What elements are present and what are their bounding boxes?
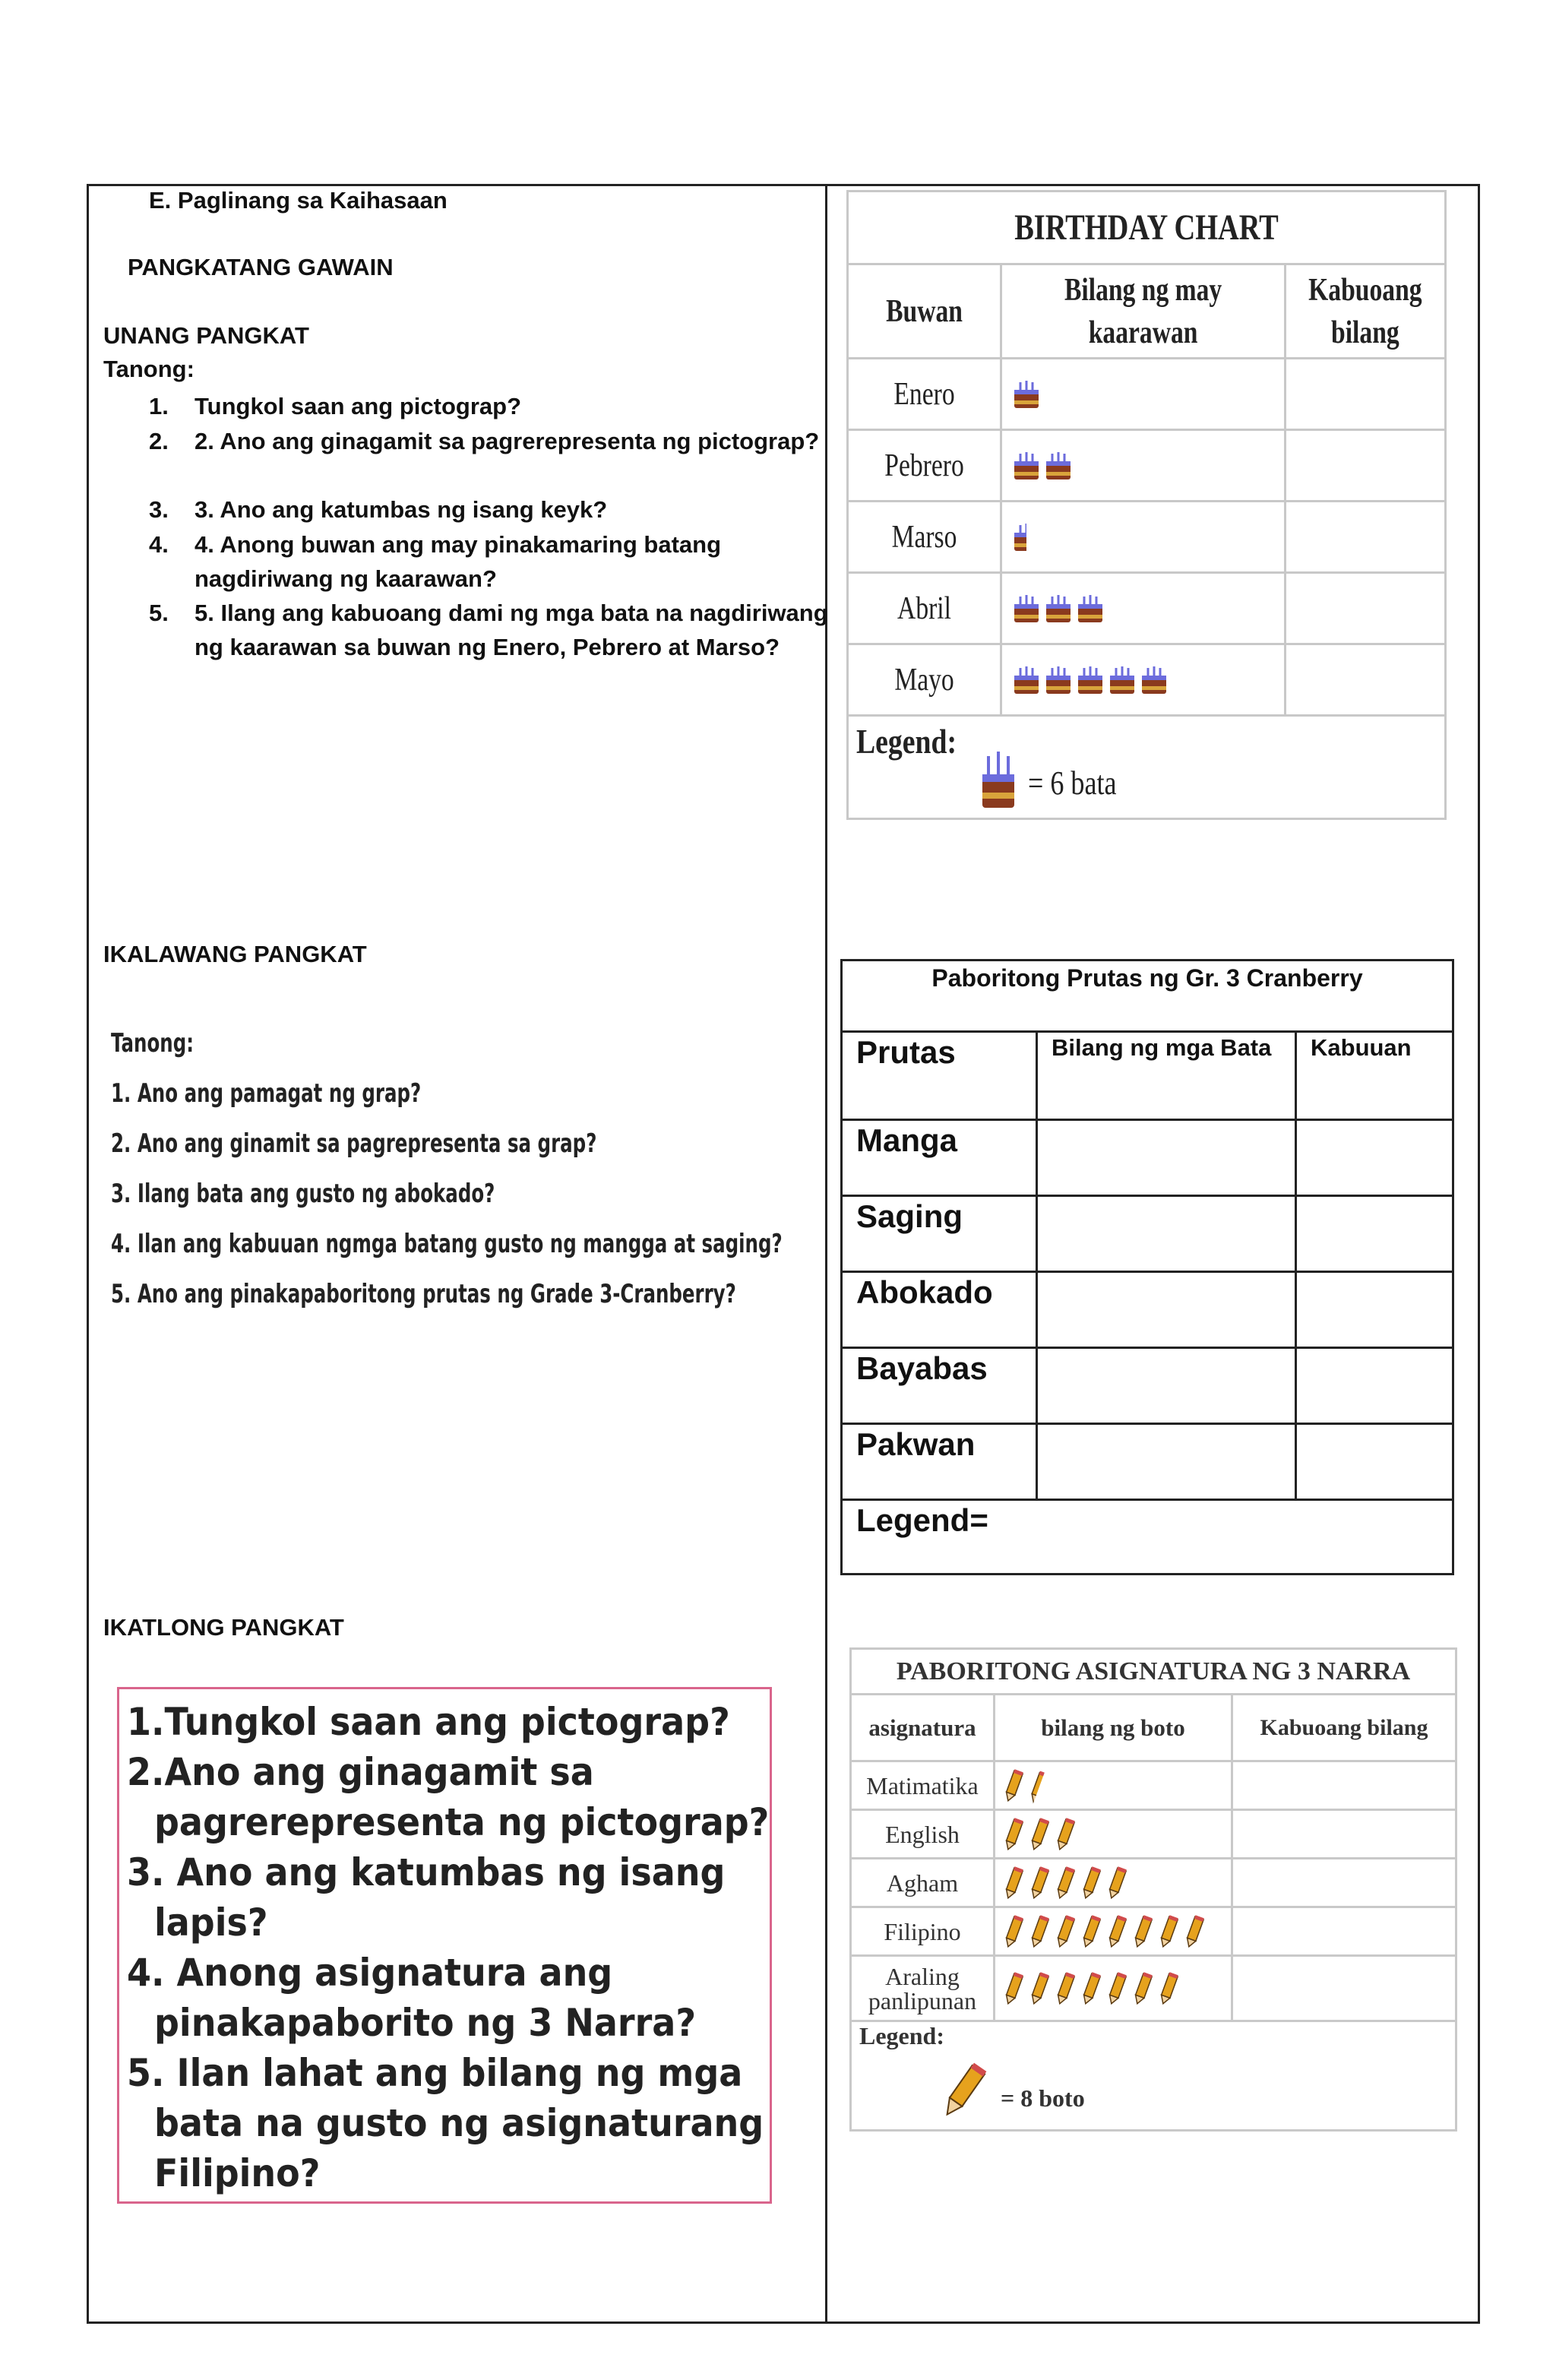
subject-legend-cell — [851, 2021, 1456, 2131]
subject-name: Agham — [851, 1859, 995, 1907]
group3-line: 2.Ano ang ginagamit sa — [127, 1750, 594, 1794]
subject-row — [851, 1761, 1456, 1810]
group-work-heading: PANGKATANG GAWAIN — [128, 254, 394, 280]
pencil-icons-cell — [995, 1810, 1232, 1859]
month-label: Enero — [893, 376, 955, 412]
fruit-header-bilang: Bilang ng mga Bata — [1037, 1032, 1296, 1120]
group3-title: IKATLONG PANGKAT — [103, 1614, 344, 1641]
pencil-icon — [1003, 1971, 1024, 2006]
birthday-chart — [846, 190, 1447, 820]
total-cell — [1286, 430, 1446, 502]
fruit-count-cell[interactable] — [1037, 1424, 1296, 1500]
subject-header-bilang: bilang ng boto — [995, 1695, 1232, 1761]
birthday-row — [848, 573, 1446, 644]
question-number: 3. — [149, 496, 169, 523]
legend-pencil-icon — [933, 2058, 992, 2126]
header-cell — [1001, 264, 1286, 359]
month-cell — [848, 502, 1001, 573]
group2-line: 2. Ano ang ginamit sa pagrepresenta sa grap? — [111, 1128, 597, 1159]
pencil-icon — [1003, 1914, 1024, 1949]
birthday-cake-icon — [1108, 665, 1136, 695]
month-cell — [848, 430, 1001, 502]
subject-chart-title: PABORITONG ASIGNATURA NG 3 NARRA — [851, 1649, 1456, 1695]
birthday-legend-value: = 6 bata — [1028, 764, 1117, 802]
pencil-icon — [1029, 1971, 1050, 2006]
fruit-total-cell[interactable] — [1296, 1196, 1453, 1272]
question-number: 4. — [149, 531, 169, 558]
group3-line: 3. Ano ang katumbas ng isang — [127, 1850, 726, 1894]
pencil-icon — [1055, 1971, 1076, 2006]
fruit-header-kabuuan: Kabuuan — [1296, 1032, 1453, 1120]
birthday-cake-icon — [1077, 665, 1104, 695]
header-kabuoang: Kabuoang bilang — [1308, 272, 1422, 350]
fruit-row — [842, 1196, 1453, 1272]
total-cell — [1286, 573, 1446, 644]
question-number: 1. — [149, 393, 169, 419]
birthday-cake-icon — [1045, 665, 1072, 695]
fruit-total-cell[interactable] — [1296, 1424, 1453, 1500]
birthday-cake-icon — [1140, 665, 1168, 695]
birthday-cake-icon — [982, 752, 1014, 808]
month-cell — [848, 644, 1001, 716]
birthday-cake-icon — [1013, 522, 1026, 552]
pencil-icon — [1055, 1914, 1076, 1949]
birthday-row — [848, 430, 1446, 502]
fruit-name: Abokado — [842, 1272, 1037, 1348]
group3-line: 1.Tungkol saan ang pictograp? — [127, 1700, 730, 1744]
group2-line: 1. Ano ang pamagat ng grap? — [111, 1078, 422, 1109]
header-bilang: Bilang ng may kaarawan — [1064, 272, 1222, 350]
question-text: 4. Anong buwan ang may pinakamaring batang nagdiriwang ng kaarawan? — [194, 531, 722, 592]
header-cell — [1286, 264, 1446, 359]
fruit-count-cell[interactable] — [1037, 1120, 1296, 1196]
subject-row — [851, 1956, 1456, 2021]
month-label: Pebrero — [884, 448, 964, 483]
month-label: Marso — [891, 519, 957, 555]
fruit-total-cell[interactable] — [1296, 1272, 1453, 1348]
birthday-chart-title-cell — [848, 191, 1446, 264]
subject-header-asignatura: asignatura — [851, 1695, 995, 1761]
group3-line: pinakapaborito ng 3 Narra? — [154, 2001, 697, 2045]
fruit-row — [842, 1120, 1453, 1196]
pencil-icon — [1080, 1914, 1102, 1949]
pencil-icon — [1158, 1914, 1179, 1949]
subject-total-cell — [1232, 1956, 1456, 2021]
birthday-chart-title: BIRTHDAY CHART — [1014, 207, 1279, 248]
pencil-icons-cell — [995, 1859, 1232, 1907]
birthday-row — [848, 359, 1446, 430]
subject-row — [851, 1859, 1456, 1907]
group2-line: 3. Ilang bata ang gusto ng abokado? — [111, 1179, 495, 1209]
birthday-cake-icon — [1013, 665, 1040, 695]
question-text: 3. Ano ang katumbas ng isang keyk? — [194, 496, 608, 523]
subject-total-cell — [1232, 1761, 1456, 1810]
fruit-name: Pakwan — [842, 1424, 1037, 1500]
header-buwan: Buwan — [886, 293, 963, 329]
pencil-icons-cell — [995, 1907, 1232, 1956]
subject-total-cell — [1232, 1907, 1456, 1956]
birthday-legend-cell — [848, 716, 1446, 819]
group2-title: IKALAWANG PANGKAT — [103, 941, 367, 967]
fruit-count-cell[interactable] — [1037, 1348, 1296, 1424]
group2-line: 4. Ilan ang kabuuan ngmga batang gusto ng mangga at saging? — [111, 1229, 783, 1259]
subject-row — [851, 1810, 1456, 1859]
header-cell — [848, 264, 1001, 359]
question-text: 2. Ano ang ginagamit sa pagrerepresenta ng pictograp? — [194, 428, 820, 454]
fruit-header-prutas: Prutas — [842, 1032, 1037, 1120]
question-number: 2. — [149, 428, 169, 454]
fruit-name: Bayabas — [842, 1348, 1037, 1424]
birthday-row — [848, 644, 1446, 716]
subject-legend-label: Legend: — [859, 2022, 944, 2049]
fruit-table — [840, 959, 1454, 1575]
subject-legend-value: = 8 boto — [1001, 2084, 1085, 2112]
pencil-icon — [1080, 1866, 1102, 1901]
pencil-icon — [1055, 1817, 1076, 1852]
cake-icons-cell — [1001, 502, 1286, 573]
pencil-icon — [1158, 1971, 1179, 2006]
group1-tanong: Tanong: — [103, 356, 194, 382]
group2-questions — [111, 1018, 783, 1319]
cake-icons-cell — [1001, 644, 1286, 716]
group3-question-box — [117, 1687, 772, 2204]
birthday-cake-icon — [1013, 593, 1040, 624]
pencil-icon — [1106, 1866, 1127, 1901]
fruit-row — [842, 1348, 1453, 1424]
fruit-total-cell[interactable] — [1296, 1348, 1453, 1424]
subject-name: Matimatika — [851, 1761, 995, 1810]
pencil-icon — [1029, 1866, 1050, 1901]
legend-cake-icon — [978, 739, 1019, 816]
fruit-count-cell[interactable] — [1037, 1196, 1296, 1272]
pencil-icon — [1106, 1914, 1127, 1949]
pencil-icon — [1080, 1971, 1102, 2006]
pencil-icons-cell — [995, 1761, 1232, 1810]
birthday-row — [848, 502, 1446, 573]
month-label: Mayo — [894, 662, 954, 698]
total-cell — [1286, 502, 1446, 573]
fruit-row — [842, 1272, 1453, 1348]
subject-name: English — [851, 1810, 995, 1859]
section-heading: E. Paglinang sa Kaihasaan — [149, 187, 448, 214]
fruit-row — [842, 1424, 1453, 1500]
pencil-icon — [1003, 1768, 1024, 1803]
birthday-cake-icon — [1077, 593, 1104, 624]
cake-icons-cell — [1001, 430, 1286, 502]
fruit-name: Manga — [842, 1120, 1037, 1196]
group3-line: pagrerepresenta ng pictograp? — [154, 1800, 770, 1844]
group2-line: Tanong: — [111, 1028, 194, 1059]
group1-title: UNANG PANGKAT — [103, 322, 309, 349]
pencil-icon — [1029, 1914, 1050, 1949]
birthday-cake-icon — [1045, 593, 1072, 624]
fruit-name: Saging — [842, 1196, 1037, 1272]
group3-line: 5. Ilan lahat ang bilang ng mga — [127, 2051, 743, 2095]
birthday-legend-label: Legend: — [856, 722, 957, 761]
month-cell — [848, 359, 1001, 430]
pencil-icon — [941, 2063, 986, 2119]
group3-line: lapis? — [154, 1901, 268, 1945]
subject-name: Filipino — [851, 1907, 995, 1956]
pencil-icon — [1003, 1817, 1024, 1852]
pencil-icon — [1029, 1768, 1039, 1803]
fruit-total-cell[interactable] — [1296, 1120, 1453, 1196]
fruit-table-title: Paboritong Prutas ng Gr. 3 Cranberry — [842, 961, 1453, 1032]
birthday-cake-icon — [1013, 379, 1040, 410]
fruit-legend: Legend= — [842, 1500, 1453, 1575]
subject-name: Araling panlipunan — [851, 1956, 995, 2021]
pencil-icons-cell — [995, 1956, 1232, 2021]
total-cell — [1286, 359, 1446, 430]
group3-line: 4. Anong asignatura ang — [127, 1951, 613, 1995]
cake-icons-cell — [1001, 359, 1286, 430]
subject-total-cell — [1232, 1859, 1456, 1907]
total-cell — [1286, 644, 1446, 716]
subject-total-cell — [1232, 1810, 1456, 1859]
pencil-icon — [1003, 1866, 1024, 1901]
group3-line: Filipino? — [154, 2151, 321, 2195]
month-label: Abril — [897, 590, 951, 626]
pencil-icon — [1132, 1971, 1153, 2006]
pencil-icon — [1029, 1817, 1050, 1852]
pencil-icon — [1055, 1866, 1076, 1901]
pencil-icon — [1106, 1971, 1127, 2006]
pencil-icon — [1184, 1914, 1205, 1949]
birthday-cake-icon — [1013, 451, 1040, 481]
question-number: 5. — [149, 600, 169, 626]
subject-header-kabuoang: Kabuoang bilang — [1232, 1695, 1456, 1761]
question-text: Tungkol saan ang pictograp? — [194, 393, 522, 419]
group3-line: bata na gusto ng asignaturang — [154, 2101, 764, 2145]
month-cell — [848, 573, 1001, 644]
pencil-icon — [1132, 1914, 1153, 1949]
fruit-count-cell[interactable] — [1037, 1272, 1296, 1348]
group2-line: 5. Ano ang pinakapaboritong prutas ng Grade 3-Cranberry? — [111, 1279, 736, 1309]
subject-row — [851, 1907, 1456, 1956]
cake-icons-cell — [1001, 573, 1286, 644]
birthday-cake-icon — [1045, 451, 1072, 481]
subject-chart — [849, 1647, 1457, 2132]
question-text: 5. Ilang ang kabuoang dami ng mga bata na nagdiriwang ng kaarawan sa buwan ng Enero, Pebrero at Marso? — [194, 600, 828, 660]
